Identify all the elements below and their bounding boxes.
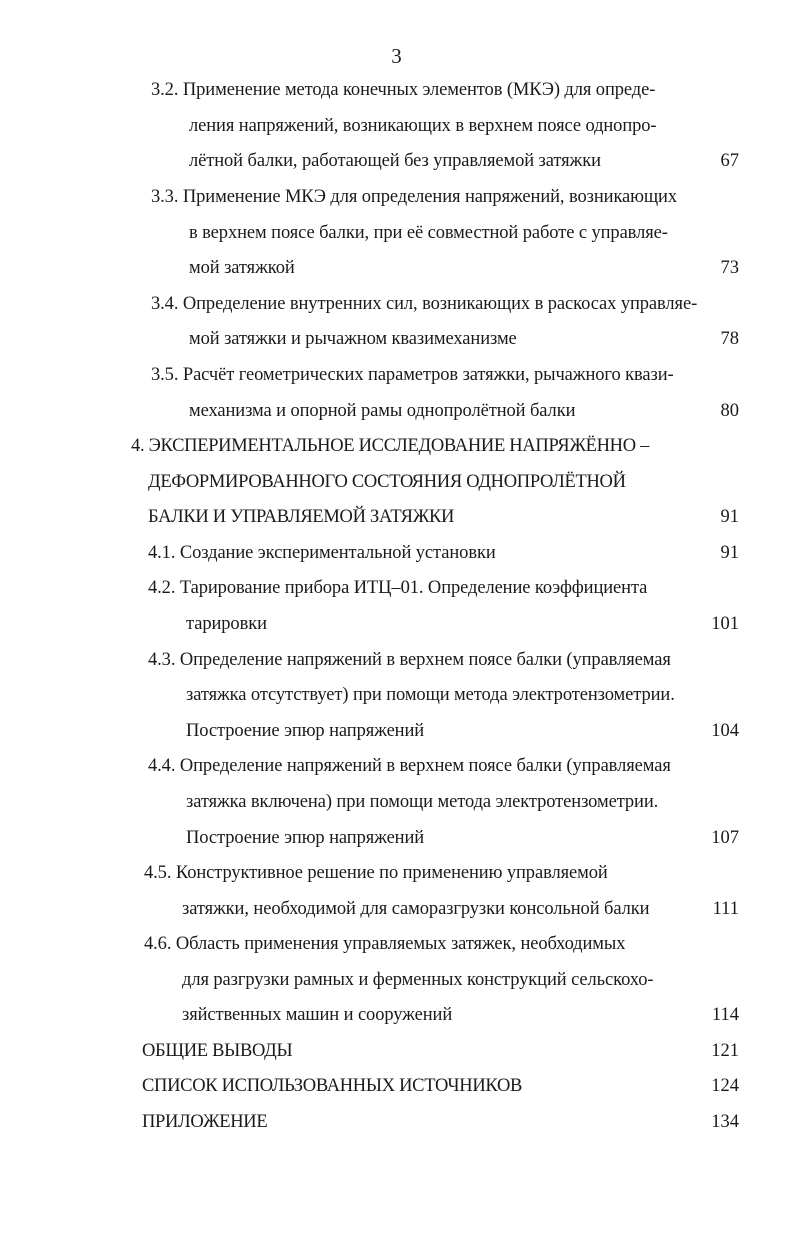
toc-entry-4-2-line-1: 4.2. Тарирование прибора ИТЦ–01. Определение коэффициента bbox=[148, 578, 648, 598]
toc-entry-4-4-line-2: затяжка включена) при помощи метода электротензометрии. bbox=[186, 792, 659, 812]
toc-entry-3-5-page: 80 bbox=[720, 401, 739, 421]
toc-appendix-page: 134 bbox=[711, 1112, 739, 1132]
toc-appendix: ПРИЛОЖЕНИЕ bbox=[142, 1112, 268, 1132]
toc-entry-4-6-line-2: для разгрузки рамных и ферменных конструкций сельскохо- bbox=[182, 970, 654, 990]
toc-entry-4-2-page: 101 bbox=[711, 614, 739, 634]
toc-entry-4-3-line-1: 4.3. Определение напряжений в верхнем поясе балки (управляемая bbox=[148, 650, 671, 670]
toc-references-page: 124 bbox=[711, 1076, 739, 1096]
toc-entry-4-1-line-1: 4.1. Создание экспериментальной установки bbox=[148, 543, 496, 563]
toc-entry-4-3-line-2: затяжка отсутствует) при помощи метода электротензометрии. bbox=[186, 685, 675, 705]
toc-entry-3-2-page: 67 bbox=[720, 151, 739, 171]
toc-entry-3-3-line-3: мой затяжкой bbox=[189, 258, 295, 278]
toc-entry-3-2-line-2: ления напряжений, возникающих в верхнем поясе однопро- bbox=[189, 116, 657, 136]
toc-entry-4-5-page: 111 bbox=[712, 899, 739, 919]
toc-entry-4-4-line-3: Построение эпюр напряжений bbox=[186, 828, 425, 848]
toc-entry-4-2-line-2: тарировки bbox=[186, 614, 267, 634]
toc-entry-3-4-page: 78 bbox=[720, 329, 739, 349]
toc-entry-4-5-line-2: затяжки, необходимой для саморазгрузки консольной балки bbox=[182, 899, 650, 919]
toc-conclusions: ОБЩИЕ ВЫВОДЫ bbox=[142, 1041, 293, 1061]
toc-entry-4-1-page: 91 bbox=[720, 543, 739, 563]
toc-entry-3-3-page: 73 bbox=[720, 258, 739, 278]
toc-chapter-4-page: 91 bbox=[720, 507, 739, 527]
toc-entry-3-2-line-3: лётной балки, работающей без управляемой затяжки bbox=[189, 151, 601, 171]
toc-entry-3-5-line-2: механизма и опорной рамы однопролётной балки bbox=[189, 401, 576, 421]
toc-entry-3-3-line-2: в верхнем поясе балки, при её совместной работе с управляе- bbox=[189, 223, 668, 243]
toc-entry-4-3-line-3: Построение эпюр напряжений bbox=[186, 721, 425, 741]
toc-entry-4-6-line-3: зяйственных машин и сооружений bbox=[182, 1005, 453, 1025]
toc-entry-4-5-line-1: 4.5. Конструктивное решение по применению управляемой bbox=[144, 863, 608, 883]
toc-entry-3-5-line-1: 3.5. Расчёт геометрических параметров затяжки, рычажного квази- bbox=[151, 365, 674, 385]
toc-references: СПИСОК ИСПОЛЬЗОВАННЫХ ИСТОЧНИКОВ bbox=[142, 1076, 523, 1096]
toc-entry-4-4-line-1: 4.4. Определение напряжений в верхнем поясе балки (управляемая bbox=[148, 756, 671, 776]
toc-entry-3-4-line-2: мой затяжки и рычажном квазимеханизме bbox=[189, 329, 517, 349]
toc-entry-4-3-page: 104 bbox=[711, 721, 739, 741]
toc-chapter-4-line-2: ДЕФОРМИРОВАННОГО СОСТОЯНИЯ ОДНОПРОЛЁТНОЙ bbox=[148, 472, 626, 492]
toc-entry-3-3-line-1: 3.3. Применение МКЭ для определения напряжений, возникающих bbox=[151, 187, 677, 207]
page-number: 3 bbox=[391, 44, 402, 68]
toc-entry-4-4-page: 107 bbox=[711, 828, 739, 848]
toc-entry-4-6-line-1: 4.6. Область применения управляемых затяжек, необходимых bbox=[144, 934, 626, 954]
toc-conclusions-page: 121 bbox=[711, 1041, 739, 1061]
toc-entry-4-6-page: 114 bbox=[711, 1005, 739, 1025]
toc-chapter-4-line-3: БАЛКИ И УПРАВЛЯЕМОЙ ЗАТЯЖКИ bbox=[148, 507, 455, 527]
toc-entry-3-4-line-1: 3.4. Определение внутренних сил, возникающих в раскосах управляе- bbox=[151, 294, 698, 314]
toc-entry-3-2-line-1: 3.2. Применение метода конечных элементов (МКЭ) для опреде- bbox=[151, 80, 656, 100]
toc-chapter-4-line-1: 4. ЭКСПЕРИМЕНТАЛЬНОЕ ИССЛЕДОВАНИЕ НАПРЯЖЁННО – bbox=[131, 436, 650, 456]
